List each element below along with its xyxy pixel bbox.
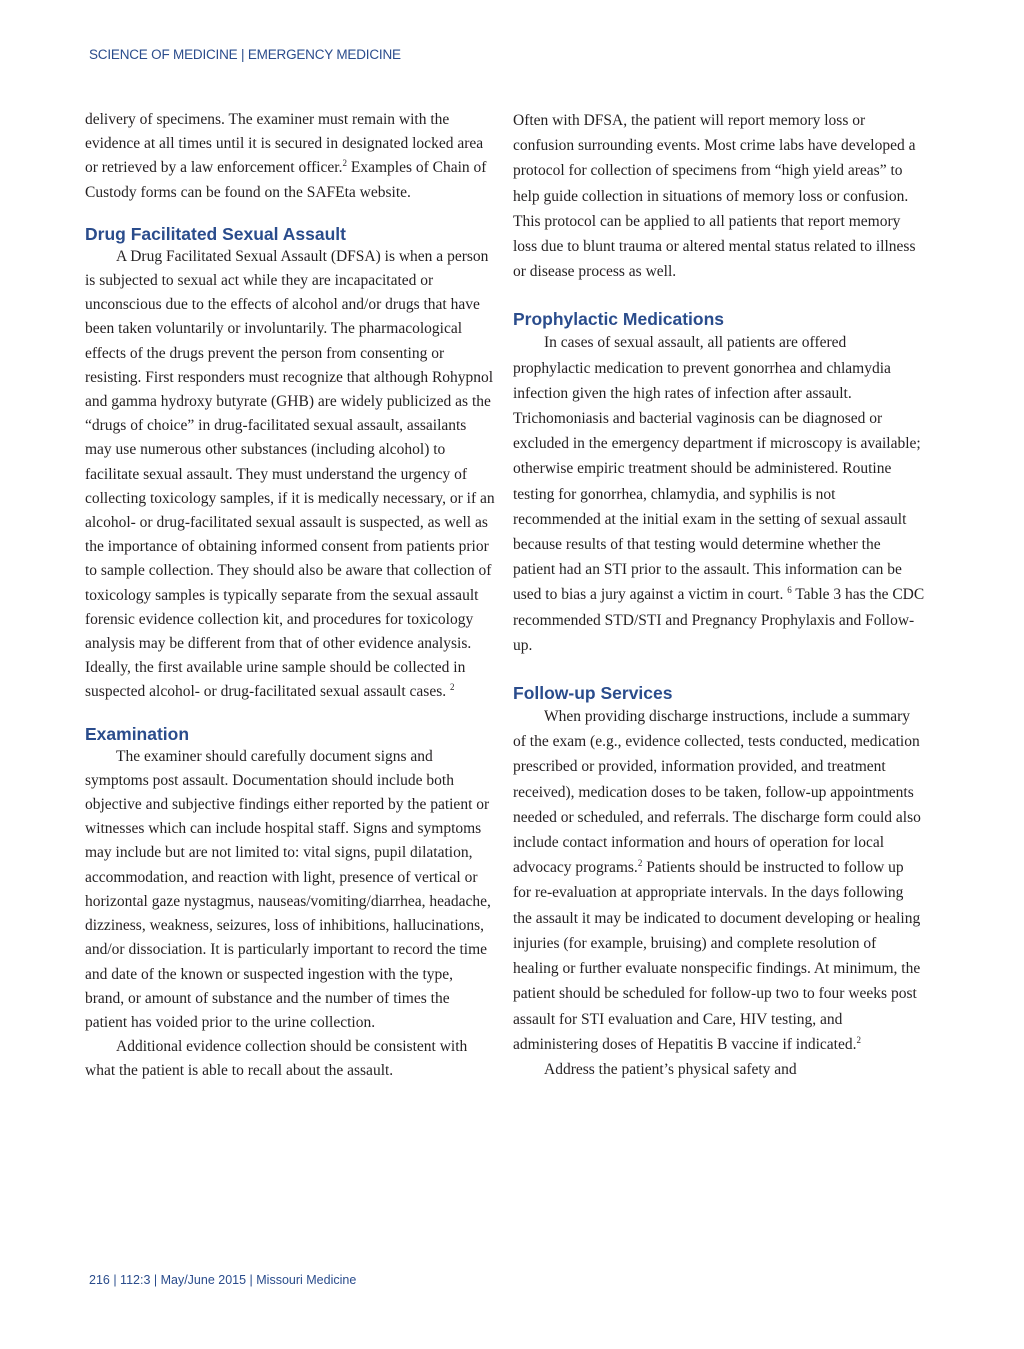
dfsa-paragraph [85, 245, 495, 705]
section-heading-dfsa: Drug Facilitated Sexual Assault [85, 223, 346, 244]
left-column [85, 108, 495, 1084]
chain-of-custody-paragraph [85, 108, 495, 205]
paragraph-text: delivery of specimens. The examiner must remain with the evidence at all times until it is secured in designated locked area or retrieved by a law enforcement officer. [85, 111, 484, 177]
reference-superscript: 2 [449, 682, 455, 693]
examination-paragraph: The examiner should carefully document signs and symptoms post assault. Documentation should include both objective and subjective findings either reported by the patient or witnesses which can include hospital staff. Signs and symptoms may include but are not limited to: vital signs, pupil dilatation, accommodation, and reaction with light, presence of vertical or horizontal gaze nystagmus, nauseas/vomiting/diarrhea, headache, dizziness, weakness, seizures, loss of inhibitions, hallucinations, and/or dissociation. It is particularly important to record the time and date of the known or suspected ingestion with the type, brand, or amount of substance and the number of times the patient has voided prior to the urine collection. [85, 747, 491, 1031]
paragraph-text: In cases of sexual assault, all patients are offered prophylactic medication to prevent gonorrhea and chlamydia infection given the high rates of infection after assault. Trichomoniasis and bacterial vaginosis can be diagnosed or excluded in the emergency department if microscopy is available; otherwise empiric treatment should be administered. Routine testing for gonorrhea, chlamydia, and syphilis is not recommended at the initial exam in the setting of sexual assault because results of that testing would determine whether the patient had an STI prior to the assault. This information can be used to bias a jury against a victim in court. [513, 334, 921, 604]
paragraph-text: Examples of Chain of Custody forms can be found on the SAFEta website. [85, 159, 487, 201]
running-header: SCIENCE OF MEDICINE | EMERGENCY MEDICINE [89, 47, 401, 62]
reference-superscript: 2 [856, 1034, 861, 1045]
reference-superscript: 2 [637, 858, 643, 869]
section-heading-prophylactic: Prophylactic Medications [513, 309, 725, 330]
additional-evidence-paragraph: Additional evidence collection should be consistent with what the patient is able to recall about the assault. [85, 1038, 468, 1080]
follow-up-paragraph [513, 704, 925, 1057]
prophylactic-paragraph [513, 330, 925, 658]
section-heading-examination: Examination [85, 723, 190, 744]
paragraph-text: When providing discharge instructions, include a summary of the exam (e.g., evidence collected, tests conducted, medication prescribed or provided, information provided, and treatment received), medication doses to be taken, follow-up appointments needed or scheduled, and referrals. The discharge form could also include contact information and hours of operation for local advocacy programs. [513, 708, 921, 877]
paragraph-text: Table 3 has the CDC recommended STD/STI and Pregnancy Prophylaxis and Follow-up. [513, 586, 925, 654]
reference-superscript: 2 [342, 158, 347, 169]
paragraph-text: A Drug Facilitated Sexual Assault (DFSA) is when a person is subjected to sexual act while they are incapacitated or unconscious due to the effects of alcohol and/or drugs that have been taken voluntarily or involuntarily. The pharmacological effects of the drugs prevent the person from consenting or resisting. First responders must recognize that although Rohypnol and gamma hydroxy butyrate (GHB) are widely publicized as the “drugs of choice” in drug-facilitated sexual assault, assailants may use numerous other substances (including alcohol) to facilitate sexual assault. They must understand the urgency of collecting toxicology samples, if it is medically necessary, or if an alcohol- or drug-facilitated sexual assault is suspected, as well as the importance of obtaining informed consent from patients prior to sample collection. They should also be aware that collection of toxicology samples is typically separate from the sexual assault forensic evidence collection kit, and procedures for toxicology analysis may be different from that of other evidence analysis. Ideally, the first available urine sample should be collected in suspected alcohol- or drug-facilitated sexual assault cases. [85, 247, 495, 701]
right-column [513, 108, 925, 1082]
physical-safety-paragraph: Address the patient’s physical safety and [544, 1060, 797, 1078]
page-footer: 216 | 112:3 | May/June 2015 | Missouri Medicine [89, 1273, 357, 1287]
section-heading-follow-up: Follow-up Services [513, 683, 673, 704]
memory-loss-paragraph: Often with DFSA, the patient will report memory loss or confusion surrounding events. Most crime labs have developed a protocol for collection of specimens from “high yield areas” to help guide collection in situations of memory loss or confusion. This protocol can be applied to all patients that report memory loss due to blunt trauma or altered mental status related to illness or disease process as well. [513, 112, 916, 281]
paragraph-text: Patients should be instructed to follow up for re-evaluation at appropriate intervals. In the days following the assault it may be indicated to document developing or healing injuries (for example, bruising) and complete resolution of healing or further evaluate nonspecific findings. At minimum, the patient should be scheduled for follow-up two to four weeks post assault for STI evaluation and Care, HIV testing, and administering doses of Hepatitis B vaccine if indicated. [513, 859, 921, 1053]
reference-superscript: 6 [787, 585, 792, 596]
